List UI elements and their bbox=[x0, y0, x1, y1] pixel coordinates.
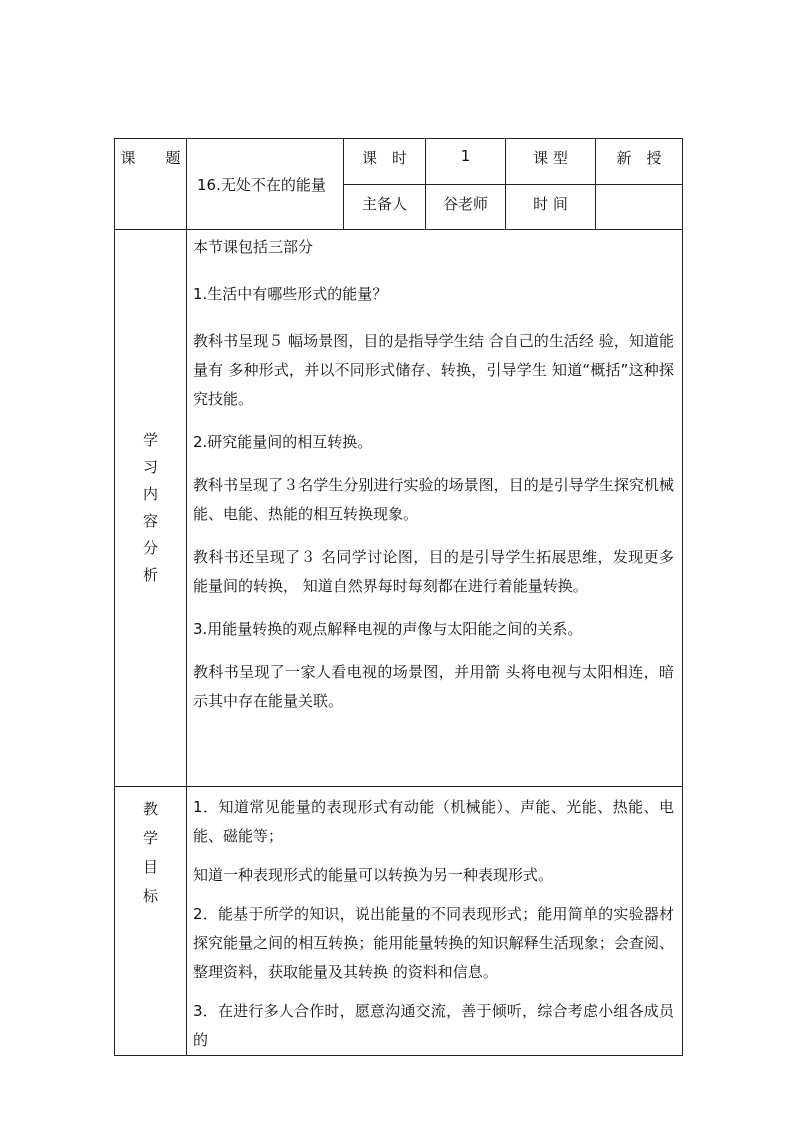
teaching-goals-paragraph: 1．知道常见能量的表现形式有动能（机械能）、声能、光能、热能、电能、磁能等； bbox=[193, 798, 674, 845]
teaching-goals-label-char: 教 bbox=[142, 800, 158, 818]
teaching-goals-label-char: 学 bbox=[142, 829, 158, 847]
teaching-goals-body bbox=[187, 787, 683, 1056]
content-analysis-paragraph: 教科书呈现５ 幅场景图，目的是指导学生结 合自己的生活经 验，知道能量有 多种形式，并以不同形式储存、转换，引导学生 知道“概括”这种探究技能。 bbox=[193, 332, 674, 408]
content-analysis-label-char: 学 bbox=[142, 431, 158, 449]
type-value: 新 授 bbox=[596, 139, 683, 185]
time-value bbox=[596, 185, 683, 230]
time-label: 时 间 bbox=[506, 185, 596, 230]
lesson-plan-table bbox=[114, 138, 683, 1056]
teaching-goals-row bbox=[115, 787, 683, 1056]
content-analysis-label-char: 容 bbox=[142, 512, 158, 530]
content-analysis-label bbox=[115, 230, 187, 787]
preparer-label: 主备人 bbox=[344, 185, 426, 230]
course-label: 课 题 bbox=[115, 139, 187, 230]
content-analysis-body bbox=[187, 230, 683, 787]
preparer-value: 谷老师 bbox=[426, 185, 506, 230]
teaching-goals-paragraph: 3．在进行多人合作时，愿意沟通交流，善于倾听，综合考虑小组各成员的 bbox=[193, 1002, 674, 1049]
teaching-goals-label-char: 目 bbox=[142, 858, 158, 876]
teaching-goals-label-char: 标 bbox=[142, 887, 158, 905]
content-analysis-paragraph: 3.用能量转换的观点解释电视的声像与太阳能之间的关系。 bbox=[193, 620, 583, 638]
content-analysis-row bbox=[115, 230, 683, 787]
type-label: 课 型 bbox=[506, 139, 596, 185]
content-analysis-paragraph: 教科书呈现了一家人看电视的场景图，并用箭 头将电视与太阳相连，暗 示其中存在能量关联。 bbox=[193, 663, 674, 710]
teaching-goals-paragraph: 2．能基于所学的知识，说出能量的不同表现形式；能用简单的实验器材探究能量之间的相互转换；能用能量转换的知识解释生活现象；会查阅、整理资料，获取能量及其转换 的资料和信息。 bbox=[193, 905, 674, 981]
teaching-goals-paragraph: 知道一种表现形式的能量可以转换为另一种表现形式。 bbox=[193, 866, 554, 884]
header-row-1 bbox=[115, 139, 683, 185]
teaching-goals-label bbox=[115, 787, 187, 1056]
content-analysis-paragraph: 教科书呈现了３名学生分别进行实验的场景图，目的是引导学生探究机械能、电能、热能的相互转换现象。 bbox=[193, 476, 674, 523]
content-analysis-label-char: 内 bbox=[142, 485, 158, 503]
content-analysis-paragraph: 2.研究能量间的相互转换。 bbox=[193, 433, 373, 451]
content-analysis-label-char: 分 bbox=[142, 539, 158, 557]
period-label: 课 时 bbox=[344, 139, 426, 185]
content-analysis-paragraph: 1.生活中有哪些形式的能量？ bbox=[193, 285, 388, 303]
content-analysis-paragraph: 本节课包括三部分 bbox=[193, 238, 314, 256]
content-analysis-paragraph: 教科书还呈现了３ 名同学讨论图，目的是引导学生拓展思维，发现更多能量间的转换， 知道自然界每时每刻都在进行着能量转换。 bbox=[193, 548, 674, 595]
content-analysis-label-char: 习 bbox=[142, 458, 158, 476]
period-value: 1 bbox=[426, 139, 506, 185]
content-analysis-label-char: 析 bbox=[142, 566, 158, 584]
course-title: 16.无处不在的能量 bbox=[187, 139, 344, 230]
